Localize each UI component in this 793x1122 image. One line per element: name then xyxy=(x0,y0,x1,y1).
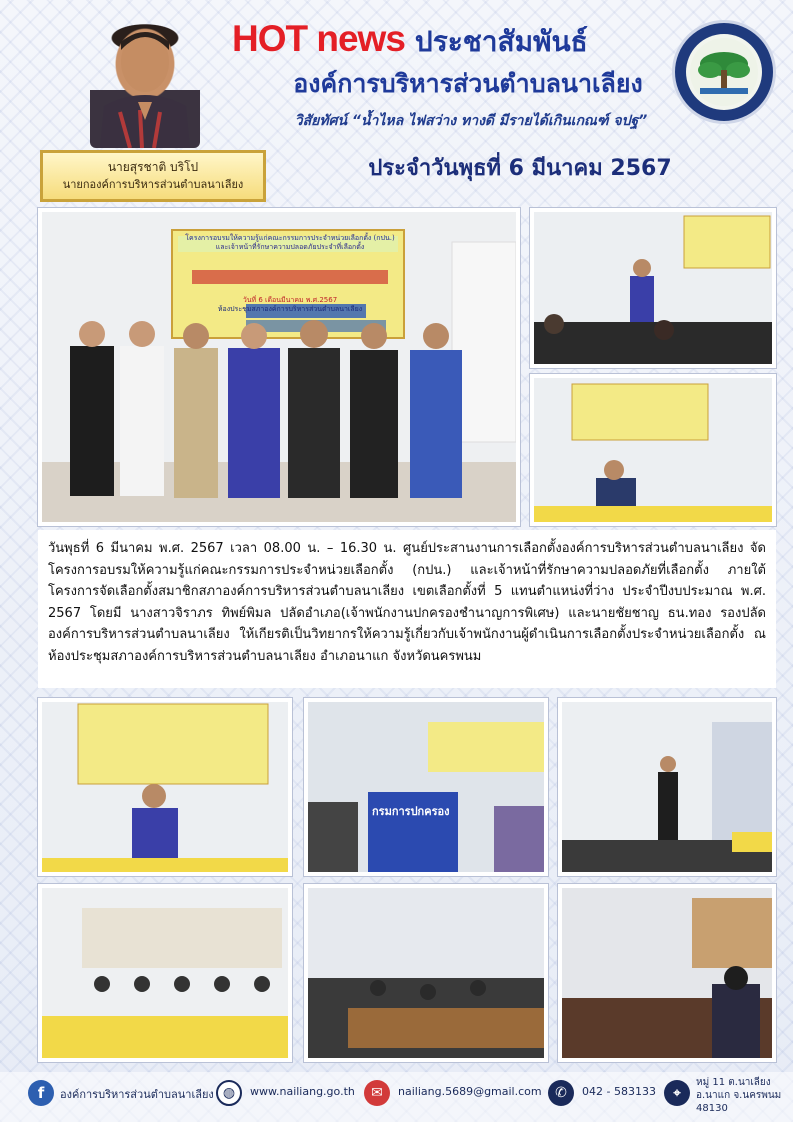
banner-line-1: โครงการอบรมให้ความรู้แก่คณะกรรมการประจำหน่วยเลือกตั้ง (กปน.) xyxy=(185,234,395,242)
facebook-icon[interactable]: f xyxy=(28,1080,54,1106)
email-link[interactable]: nailiang.5689@gmail.com xyxy=(398,1085,542,1098)
banner-date: วันที่ 6 เดือนมีนาคม พ.ศ.2567 xyxy=(242,296,338,304)
news-caption: วันพุธที่ 6 มีนาคม พ.ศ. 2567 เวลา 08.00 น. – 16.30 น. ศูนย์ประสานงานการเลือกตั้งองค์การบริหารส่วนตำบลนาเลียง จัดโครงการอบรมให้ความรู้แก่คณะกรรมการประจำหน่วยเลือกตั้ง (กปน.) และเจ้าหน้าที่รักษาความปลอดภัยที่เลือกตั้ง ภายใต้โครงการจัดเลือกตั้งสมาชิกสภาองค์การบริหารส่วนตำบลนาเลียง เขตเลือกตั้งที่ 5 แทนตำแหน่งที่ว่าง ประจำปีงบประมาณ พ.ศ. 2567 โดยมี นางสาวจิราภร ทิพย์พิมล ปลัดอำเภอ(เจ้าพนักงานปกครองชำนาญการพิเศษ) และนายชัยชาญ ธน.ทอง รองปลัดองค์การบริหารส่วนตำบลนาเลียง ให้เกียรติเป็นวิทยากรให้ความรู้เกี่ยวกับเจ้าพนักงานผู้ดำเนินการเลือกตั้งประจำหน่วยเลือกตั้ง ณ ห้องประชุมสภาองค์การบริหารส่วนตำบลนาเลียง อำเภอนาแก จังหวัดนครพนม xyxy=(38,530,776,688)
photo-head-table xyxy=(38,884,292,1062)
globe-icon[interactable]: ◍ xyxy=(216,1080,242,1106)
address-line-1: หมู่ 11 ต.นาเลียง xyxy=(696,1077,771,1088)
contact-footer xyxy=(0,1072,793,1122)
address-line-3: 48130 xyxy=(696,1103,728,1114)
phone-number[interactable]: 042 - 583133 xyxy=(582,1085,656,1098)
photo-presenter-standing xyxy=(558,698,776,876)
mail-icon[interactable]: ✉ xyxy=(364,1080,390,1106)
group-photo-main xyxy=(38,208,520,526)
photo-audience-back xyxy=(304,698,548,876)
banner-text xyxy=(176,234,404,314)
hot-news-label: HOT news xyxy=(232,18,405,59)
mayor-figure xyxy=(90,20,200,148)
speaker-photo-1 xyxy=(530,208,776,368)
postal-address xyxy=(696,1076,781,1115)
photo-participants xyxy=(558,884,776,1062)
tree-emblem-icon xyxy=(686,34,762,110)
news-heading xyxy=(232,18,672,62)
address-line-2: อ.นาแก จ.นครพนม xyxy=(696,1090,782,1101)
facebook-page-name[interactable]: องค์การบริหารส่วนตำบลนาเลียง xyxy=(60,1088,214,1101)
website-link[interactable]: www.nailiang.go.th xyxy=(250,1085,355,1098)
person-name: นายสุรชาติ บริโป xyxy=(107,160,199,174)
organization-name: องค์การบริหารส่วนตำบลนาเลียง xyxy=(293,69,643,98)
photo-meeting-room xyxy=(304,884,548,1062)
public-relations-label: ประชาสัมพันธ์ xyxy=(414,25,588,58)
person-title: นายกองค์การบริหารส่วนตำบลนาเลียง xyxy=(62,178,244,191)
photo-speaker-podium xyxy=(38,698,292,876)
shirt-print: กรมการปกครอง xyxy=(372,805,450,818)
banner-venue: ห้องประชุมสภาองค์การบริหารส่วนตำบลนาเลียง xyxy=(217,305,363,313)
phone-icon[interactable]: ✆ xyxy=(548,1080,574,1106)
name-plate xyxy=(40,150,266,202)
mayor-portrait xyxy=(90,20,200,148)
speaker-photo-2 xyxy=(530,374,776,526)
banner-line-2: และเจ้าหน้าที่รักษาความปลอดภัยประจำที่เลือกตั้ง xyxy=(215,243,365,251)
organization-seal-logo xyxy=(672,20,776,124)
vision-statement: วิสัยทัศน์ “น้ำไหล ไฟสว่าง ทางดี มีรายได้เกินเกณฑ์ จปฐ” xyxy=(294,113,648,129)
issue-date: ประจำวันพุธที่ 6 มีนาคม 2567 xyxy=(368,156,672,181)
location-pin-icon: ⌖ xyxy=(664,1080,690,1106)
